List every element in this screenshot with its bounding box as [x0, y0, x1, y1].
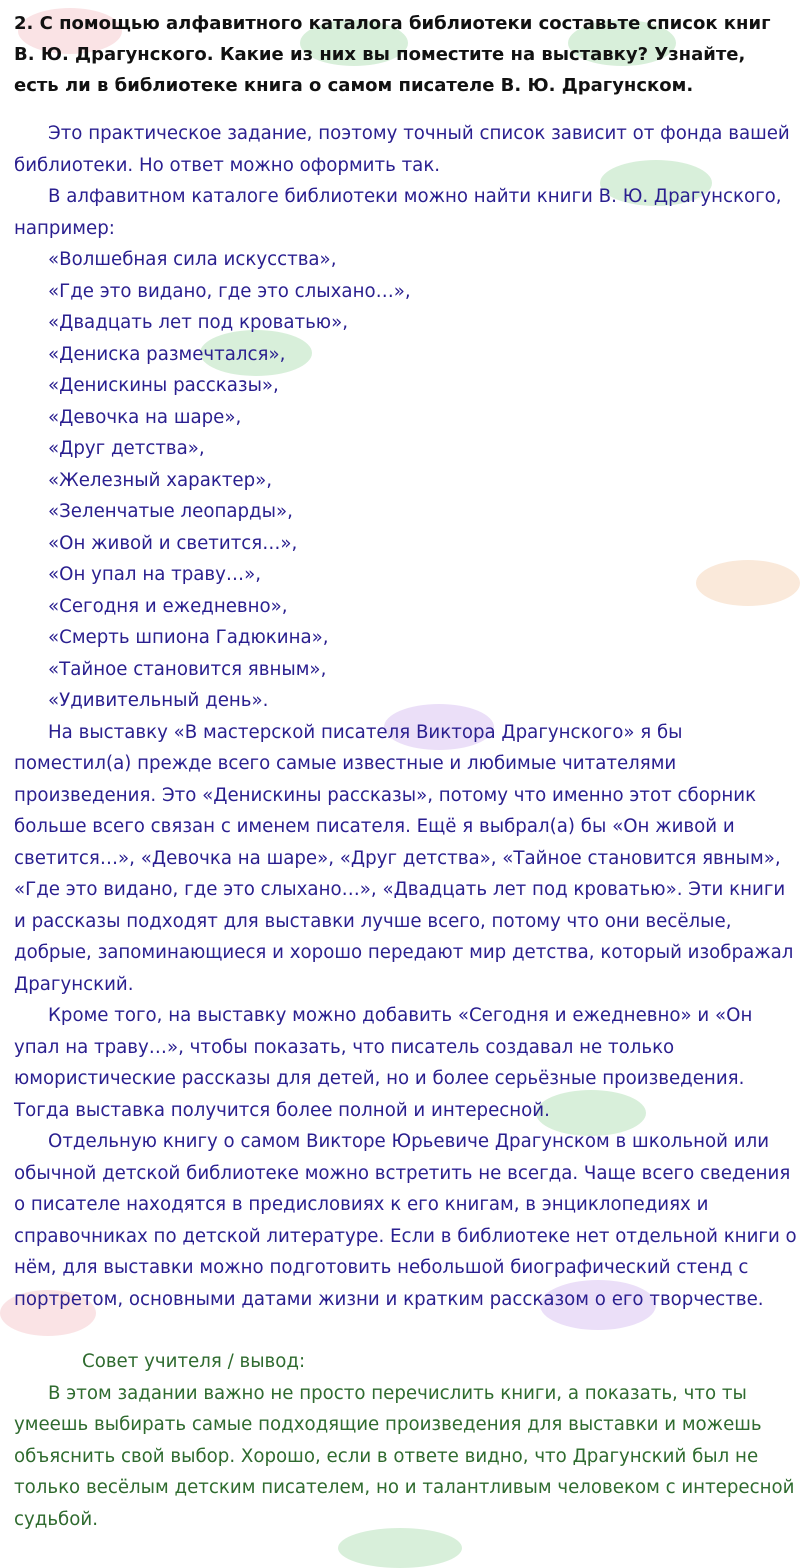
book-list-item: «Девочка на шаре», — [48, 406, 242, 428]
addition-paragraph: Кроме того, на выставку можно добавить «Сегодня и ежедневно» и «Он упал на траву…», чтобы показать, что писатель создавал не только юмористические рассказы для детей, но и более серьёзные произведения. Тогда выставка получится более полной и интересной. — [14, 1005, 753, 1121]
advice-heading: Совет учителя / вывод: — [82, 1351, 306, 1372]
book-list-item: «Где это видано, где это слыхано…», — [48, 280, 411, 302]
book-list-item: «Смерть шпиона Гадюкина», — [48, 627, 329, 648]
book-list-item: «Дениска размечтался», — [48, 343, 286, 365]
book-list-item: «Денискины рассказы», — [48, 375, 279, 396]
book-list-item: «Двадцать лет под кроватью», — [48, 312, 349, 333]
book-list-item: «Волшебная сила искусства», — [48, 249, 337, 270]
biography-paragraph: Отдельную книгу о самом Викторе Юрьевиче Драгунском в школьной или обычной детской библиотеке можно встретить не всегда. Чаще всего сведения о писателе находятся в предисловиях к его книгам, в энциклопедиях и справочниках по детской литературе. Если в библиотеке нет отдельной книги о нём, для выставки можно подготовить небольшой биографический стенд с портретом, основными датами жизни и кратким рассказом о его творчестве. — [14, 1131, 797, 1310]
book-list-item: «Сегодня и ежедневно», — [48, 595, 288, 617]
book-list-item: «Зеленчатые леопарды», — [48, 501, 293, 522]
book-list-item: «Он упал на траву…», — [48, 564, 262, 585]
book-list-item: «Друг детства», — [48, 438, 205, 459]
book-list-item: «Железный характер», — [48, 469, 273, 491]
advice-paragraph: В этом задании важно не просто перечислить книги, а показать, что ты умеешь выбирать самые подходящие произведения для выставки и можешь объяснить свой выбор. Хорошо, если в ответе видно, что Драгунский был не только весёлым детским писателем, но и талантливым человеком с интересной судьбой. — [14, 1382, 795, 1530]
question-text: 2. С помощью алфавитного каталога библиотеки составьте список книг В. Ю. Драгунского. Какие из них вы поместите на выставку? Узнайте, есть ли в библиотеке книга о самом писателе В. Ю. Драгунском. — [14, 13, 771, 96]
exhibition-paragraph: На выставку «В мастерской писателя Виктора Драгунского» я бы поместил(а) прежде всего самые известные и любимые читателями произведения. Это «Денискины рассказы», потому что именно этот сборник больше всего связан с именем писателя. Ещё я выбрал(а) бы «Он живой и светится…», «Девочка на шаре», «Друг детства», «Тайное становится явным», «Где это видано, где это слыхано…», «Двадцать лет под кроватью». Эти книги и рассказы подходят для выставки лучше всего, потому что они весёлые, добрые, запоминающиеся и хорошо передают мир детства, который изображал Драгунский. — [14, 721, 794, 995]
book-list-item: «Тайное становится явным», — [48, 658, 327, 680]
book-list-item: «Он живой и светится…», — [48, 532, 298, 554]
catalog-lead-paragraph: В алфавитном каталоге библиотеки можно найти книги В. Ю. Драгунского, например: — [14, 186, 782, 239]
book-list-item: «Удивительный день». — [48, 690, 269, 711]
section-gap — [14, 1315, 800, 1346]
book-list — [14, 244, 800, 717]
answer-block — [14, 118, 800, 1535]
intro-paragraph: Это практическое задание, поэтому точный список зависит от фонда вашей библиотеки. Но ответ можно оформить так. — [14, 123, 790, 176]
